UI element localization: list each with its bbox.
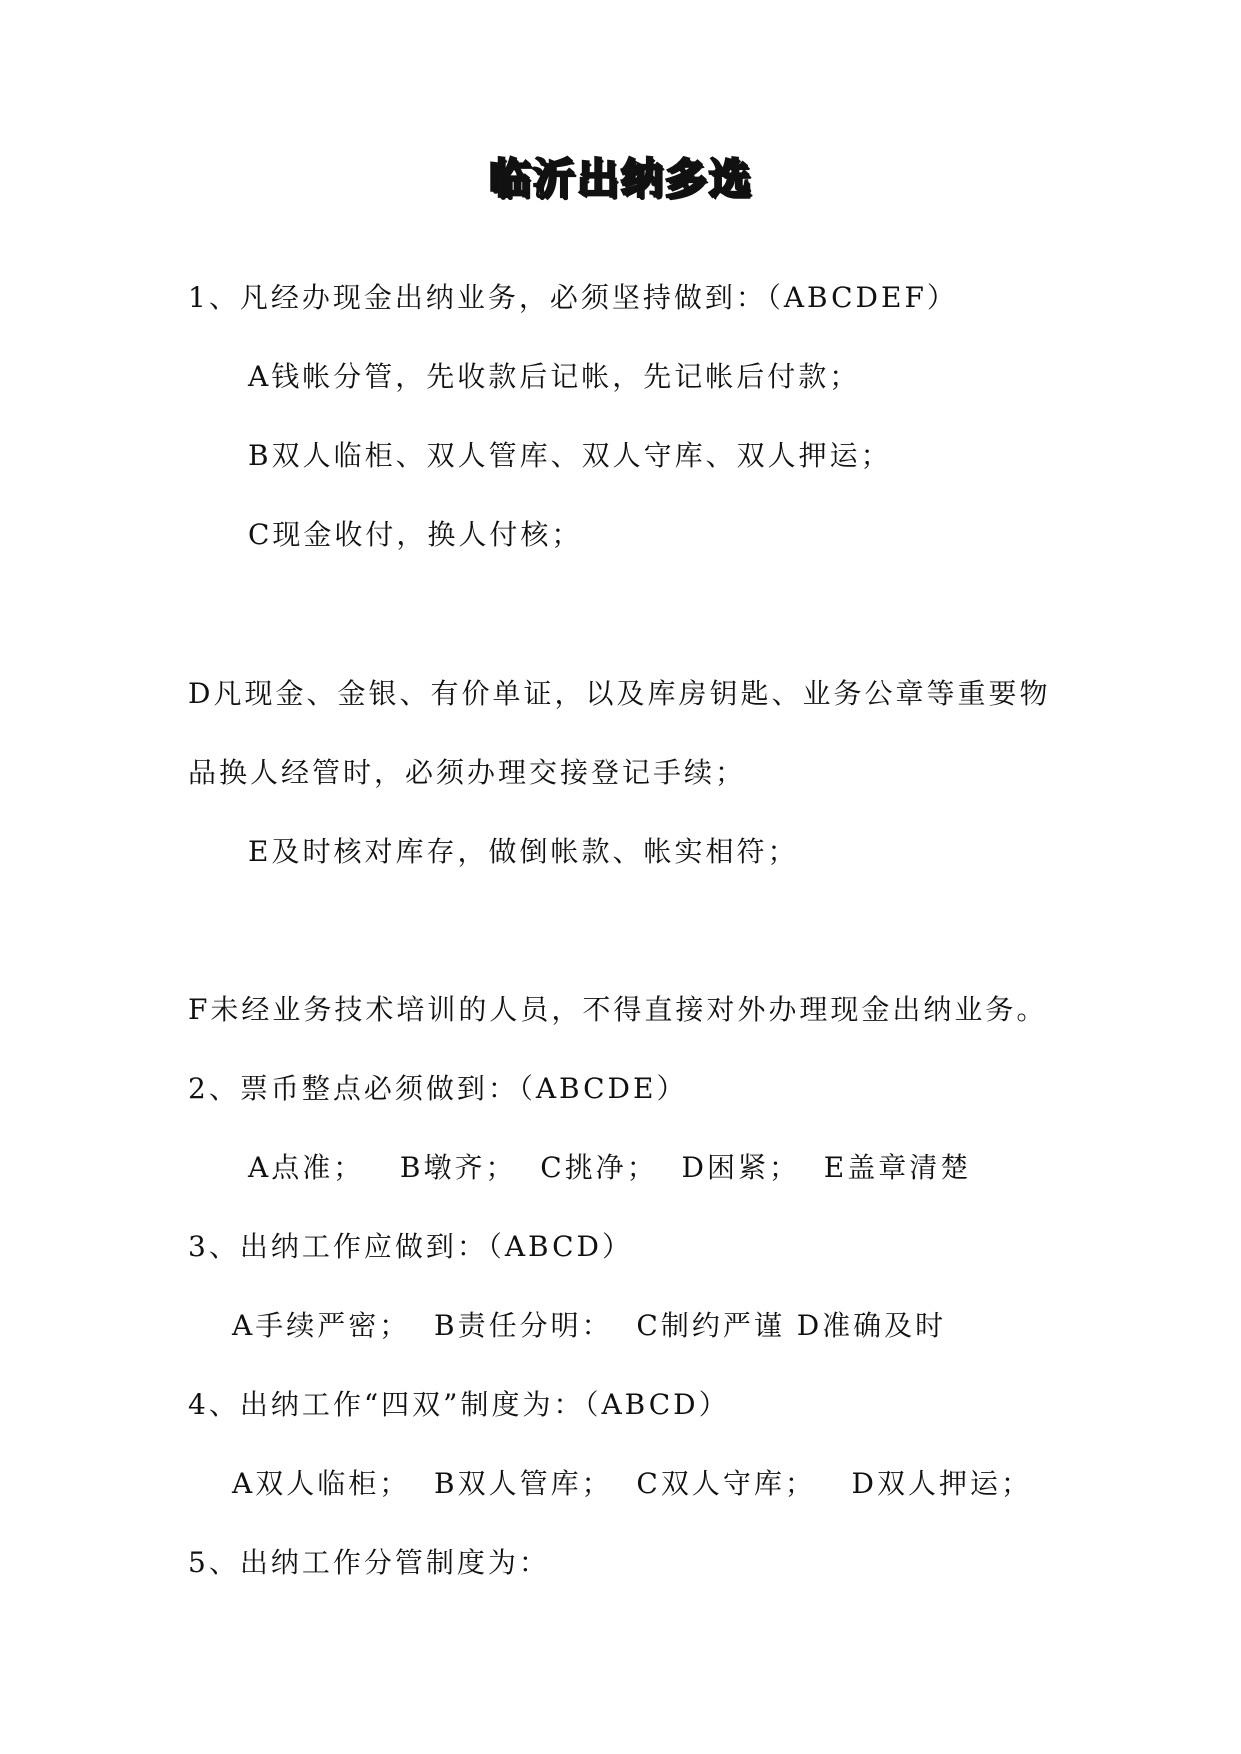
question-4-options: A双人临柜； B双人管库； C双人守库； D双人押运；: [232, 1467, 1032, 1500]
question-1-option-d-line-1: D凡现金、金银、有价单证，以及库房钥匙、业务公章等重要物: [188, 677, 1051, 710]
question-1: 1、凡经办现金出纳业务，必须坚持做到：（ABCDEF）: [188, 281, 958, 314]
document-title: 临沂出纳多选: [488, 154, 753, 203]
question-1-option-f: F未经业务技术培训的人员，不得直接对外办理现金出纳业务。: [188, 993, 1048, 1026]
question-5: 5、出纳工作分管制度为：: [188, 1546, 550, 1579]
question-3-options: A手续严密； B责任分明： C制约严谨 D准确及时: [232, 1309, 947, 1342]
question-1-option-e: E及时核对库存，做倒帐款、帐实相符；: [248, 835, 799, 868]
question-2-options: A点准； B墩齐； C挑净； D困紧； E盖章清楚: [248, 1151, 972, 1184]
question-1-option-a: A钱帐分管，先收款后记帐，先记帐后付款；: [248, 360, 861, 393]
question-1-option-c: C现金收付，换人付核；: [248, 518, 583, 551]
question-1-option-d-line-2: 品换人经管时，必须办理交接登记手续；: [188, 756, 747, 789]
question-4: 4、出纳工作“四双”制度为：（ABCD）: [188, 1388, 730, 1421]
question-3: 3、出纳工作应做到：（ABCD）: [188, 1230, 634, 1263]
question-2: 2、票币整点必须做到：（ABCDE）: [188, 1072, 688, 1105]
question-1-option-b: B双人临柜、双人管库、双人守库、双人押运；: [248, 439, 892, 472]
